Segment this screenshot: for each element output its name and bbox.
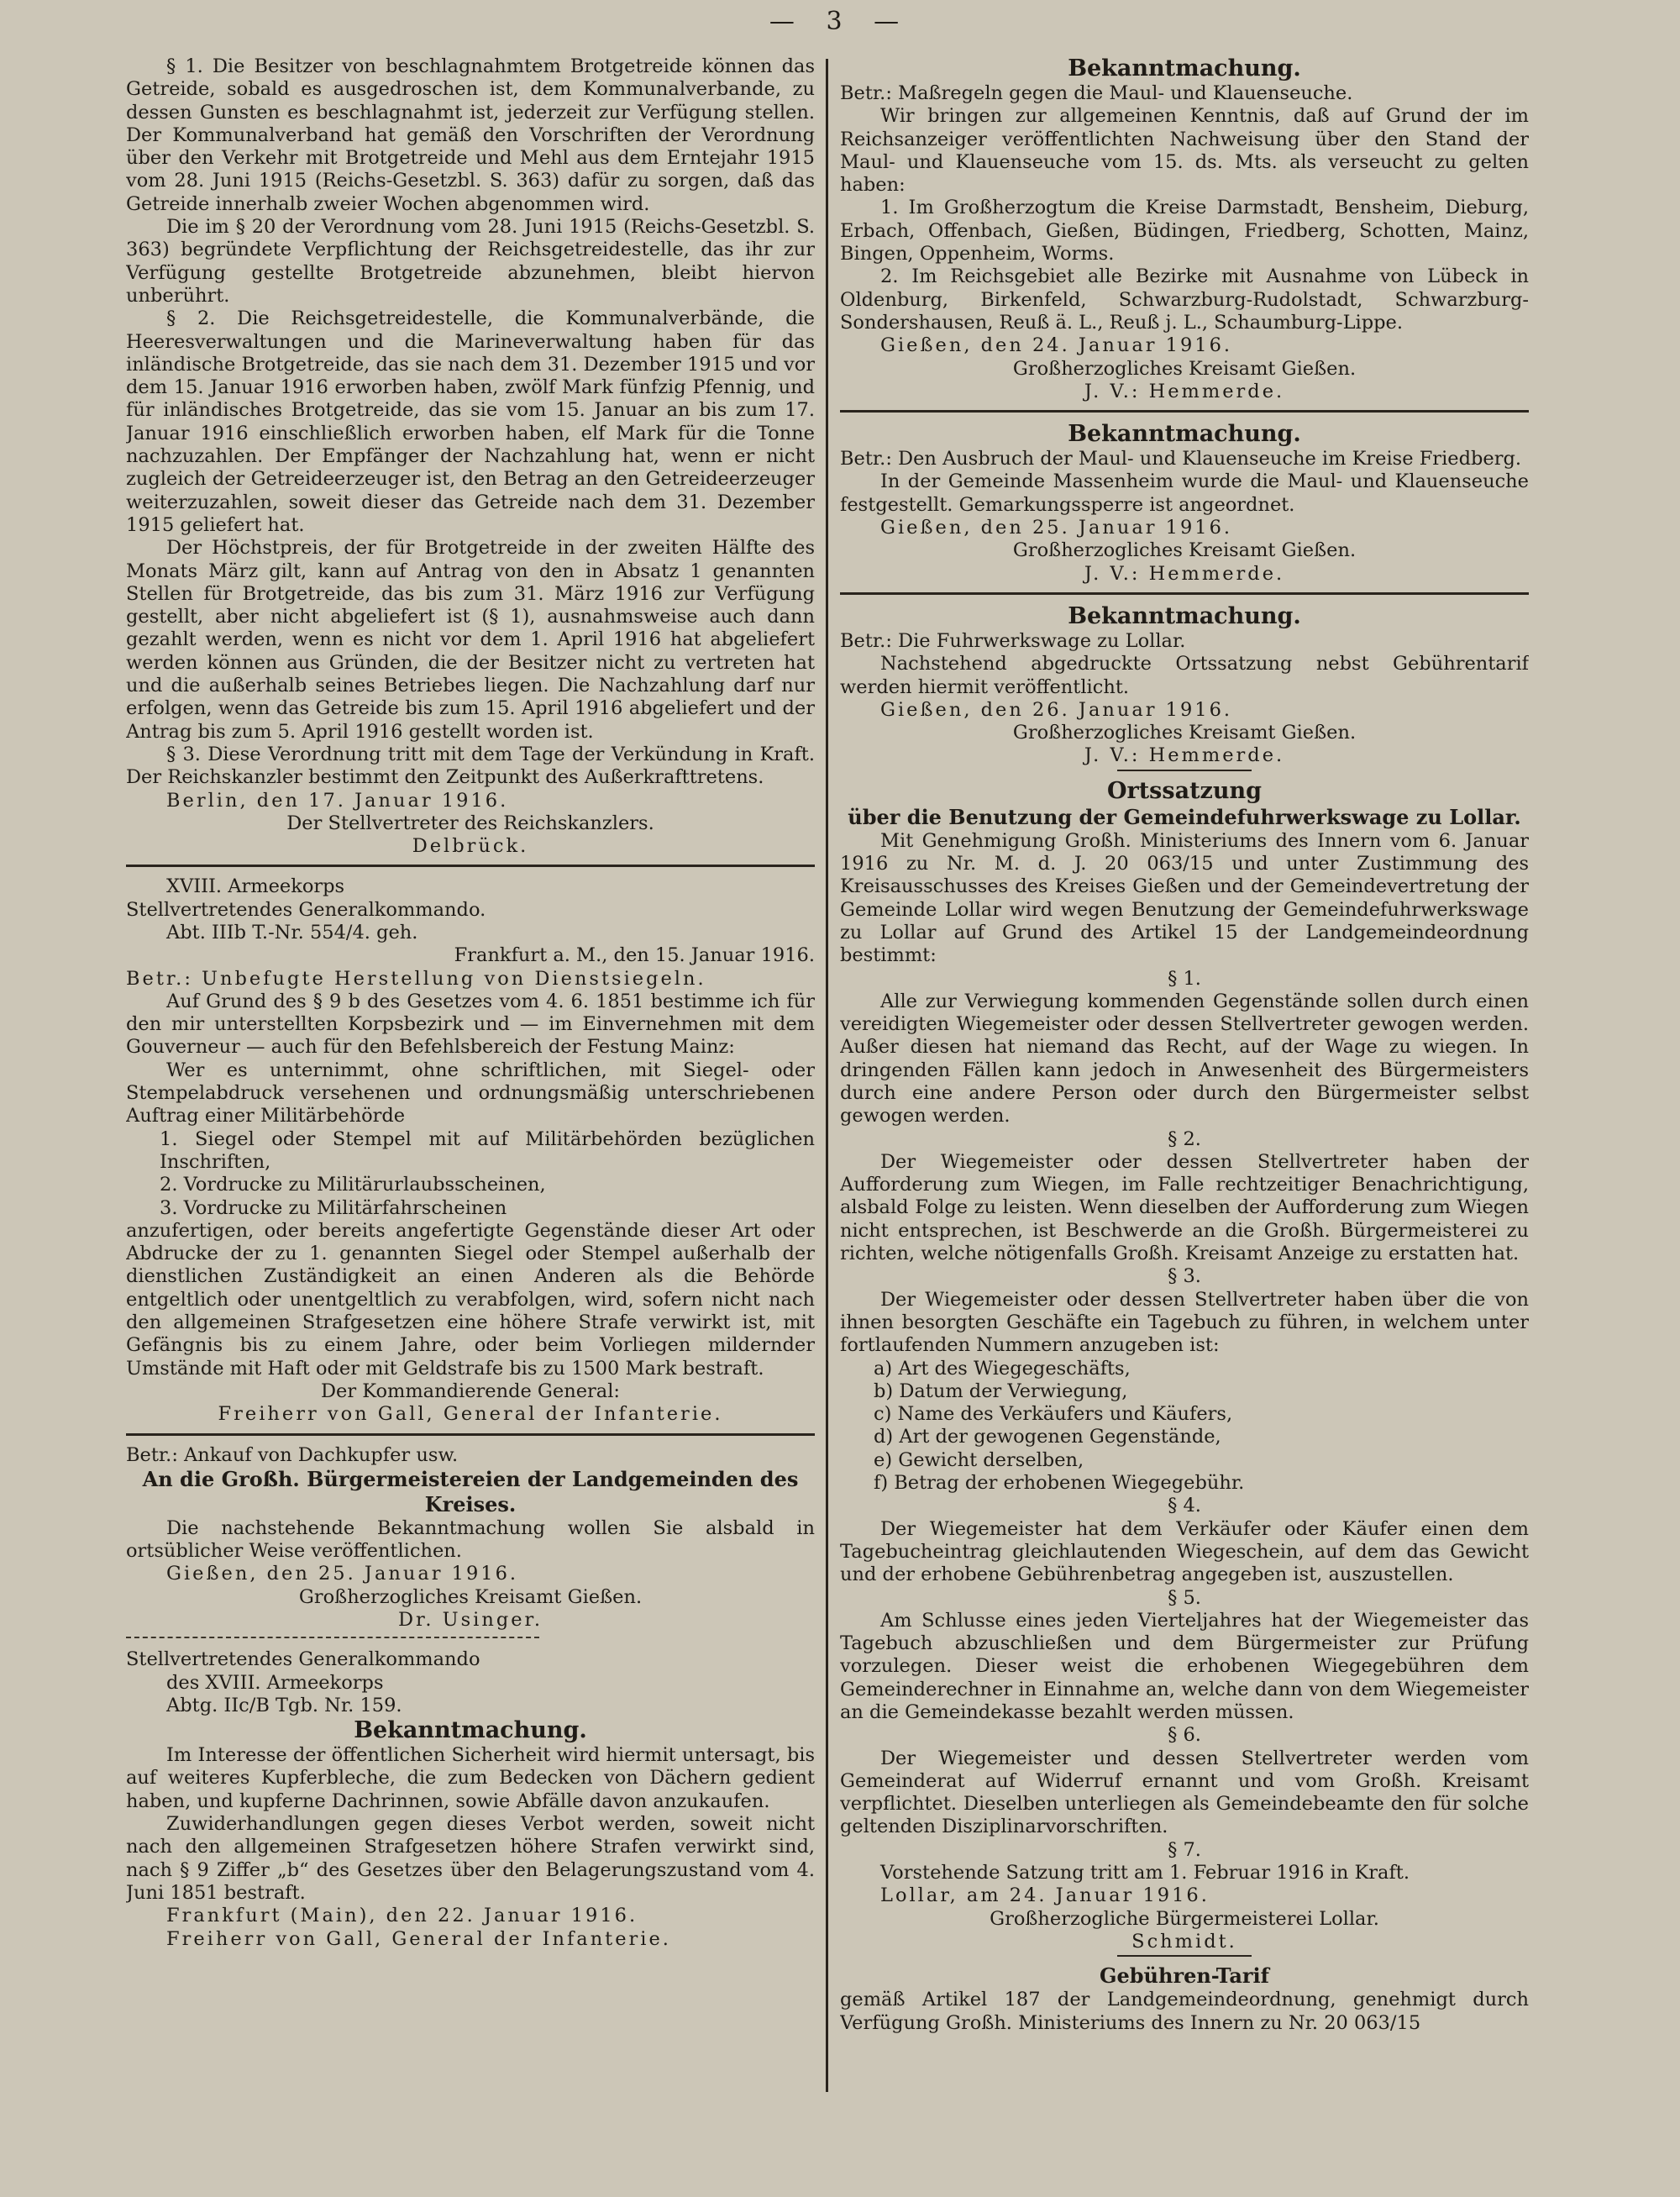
statute-section-2: Der Wiegemeister oder dessen Stellvertreter haben der Aufforderung zum Wiegen, im Falle rechtzeitiger Benachrichtigung, alsbald Folge zu leisten. Wenn dieselben der Aufforderung zum Wiegen nicht entsprechen, ist Beschwerde an die Großh. Bürgermeisterei zu richten, welche nötigenfalls Großh. Kreisamt Anzeige zu erstatten hat. xyxy=(840,1150,1529,1265)
notice-date: Gießen, den 26. Januar 1916. xyxy=(880,698,1233,721)
statute-section-7: Vorstehende Satzung tritt am 1. Februar 1916 in Kraft. xyxy=(880,1862,1410,1884)
notice-heading: Bekanntmachung. xyxy=(1068,55,1301,81)
section-rule xyxy=(840,410,1529,413)
tariff-heading: Gebühren-Tarif xyxy=(1100,1963,1269,1989)
section-number: § 5. xyxy=(1168,1586,1201,1609)
statute-list-item-a: a) Art des Wiegegeschäfts, xyxy=(874,1357,1131,1380)
statute-section-1: Alle zur Verwiegung kommenden Gegenstände sollen durch einen vereidigten Wiegemeister oder dessen Stellvertreter gewogen werden. Außer diesen hat niemand das Recht, auf der Wage zu wiegen. In dringenden Fällen kann jedoch in Anwesenheit des Bürgermeisters durch eine andere Person oder durch den Bürgermeister selbst gewogen werden. xyxy=(840,990,1529,1127)
section-number: § 4. xyxy=(1168,1495,1201,1517)
section-number: § 7. xyxy=(1168,1838,1201,1861)
section-number: § 6. xyxy=(1168,1724,1201,1747)
reference-number: Abtg. IIc/B Tgb. Nr. 159. xyxy=(166,1694,402,1716)
authority-signature: Dr. Usinger. xyxy=(398,1609,543,1631)
statute-heading: Ortssatzung xyxy=(1106,777,1263,804)
notice-paragraph: In der Gemeinde Massenheim wurde die Maul- und Klauenseuche festgestellt. Gemarkungssperre ist angeordnet. xyxy=(840,470,1529,516)
order-list-item-3: 3. Vordrucke zu Militärfahrscheinen xyxy=(160,1196,507,1219)
subject-line: Betr.: Den Ausbruch der Maul- und Klauenseuche im Kreise Friedberg. xyxy=(840,448,1522,470)
left-column xyxy=(126,55,815,1951)
decree-signatory-title: Der Stellvertreter des Reichskanzlers. xyxy=(286,812,654,834)
authority-signature: J. V.: Hemmerde. xyxy=(1084,744,1285,767)
right-column xyxy=(840,55,1529,2035)
section-number: § 1. xyxy=(1168,967,1201,990)
notice-heading: Bekanntmachung. xyxy=(1068,421,1301,448)
authority-name: Großherzogliches Kreisamt Gießen. xyxy=(1012,539,1357,562)
notice-date: Gießen, den 25. Januar 1916. xyxy=(166,1563,519,1585)
order-paragraph-1: Auf Grund des § 9 b des Gesetzes vom 4. 6. 1851 bestimme ich für den mir unterstellten Korpsbezirk und — im Einvernehmen mit dem Gouverneur — auch für den Befehlsbereich der Festung Mainz: xyxy=(126,990,815,1059)
decree-paragraph-3: § 2. Die Reichsgetreidestelle, die Kommunalverbände, die Heeresverwaltungen und die Marineverwaltung haben für das inländische Brotgetreide, das sie nach dem 31. Dezember 1915 und vor dem 15. Januar 1916 erworben haben, zwölf Mark fünfzig Pfennig, und für inländisches Brotgetreide, das sie vom 15. Januar an bis zum 17. Januar 1916 einschließlich erworben haben, elf Mark für die Tonne nachzuzahlen. Der Empfänger der Nachzahlung hat, wenn er nicht zugleich der Getreideerzeuger ist, den Betrag an den Getreideerzeuger weiterzuzahlen, soweit dieser das Getreide nach dem 31. Dezember 1915 geliefert hat. xyxy=(126,307,815,536)
order-paragraph-3: anzufertigen, oder bereits angefertigte Gegenstände dieser Art oder Abdrucke der zu 1. genannten Siegel oder Stempel außerhalb der dienstlichen Zuständigkeit an einen Anderen als die Behörde entgeltlich oder unentgeltlich zu verabfolgen, wird, sofern nicht nach den allgemeinen Strafgesetzen eine höhere Strafe verwirkt ist, mit Gefängnis bis zu einem Jahre, oder beim Vorliegen mildernder Umstände mit Haft oder mit Geldstrafe bis zu 1500 Mark bestraft. xyxy=(126,1219,815,1380)
statute-section-5: Am Schlusse eines jeden Vierteljahres hat der Wiegemeister das Tagebuch abzuschließen und dem Bürgermeister zur Prüfung vorzulegen. Dieser weist die erhobenen Wiegegebühren dem Gemeinderechner in Einnahme an, welche dann von dem Wiegemeister an die Gemeindekasse bezahlt werden müssen. xyxy=(840,1609,1529,1723)
tariff-preamble: gemäß Artikel 187 der Landgemeindeordnung, genehmigt durch Verfügung Großh. Ministeriums des Innern zu Nr. 20 063/15 xyxy=(840,1989,1529,2034)
statute-list-item-f: f) Betrag der erhobenen Wiegegebühr. xyxy=(874,1472,1245,1495)
authority-signature: J. V.: Hemmerde. xyxy=(1084,562,1285,585)
notice-list-item-2: 2. Im Reichsgebiet alle Bezirke mit Ausnahme von Lübeck in Oldenburg, Birkenfeld, Schwarzburg-Rudolstadt, Schwarzburg-Sondershausen, Reuß ä. L., Reuß j. L., Schaumburg-Lippe. xyxy=(840,265,1529,334)
statute-list-item-e: e) Gewicht derselben, xyxy=(874,1448,1084,1471)
decree-paragraph-4: Der Höchstpreis, der für Brotgetreide in der zweiten Hälfte des Monats März gilt, kann auf Antrag von den in Absatz 1 genannten Stellen für Brotgetreide, das bis zum 31. März 1916 zur Verfügung gestellt, aber nicht abgeliefert ist (§ 1), ausnahmsweise auch dann gezahlt werden, wenn es nicht vor dem 1. April 1916 hat abgeliefert werden können aus Gründen, die der Besitzer nicht zu vertreten hat und die außerhalb seines Betriebes liegen. Die Nachzahlung darf nur erfolgen, wenn das Getreide bis zum 15. April 1916 abgeliefert und der Antrag bis zum 5. April 1916 gestellt worden ist. xyxy=(126,537,815,743)
general-title: Der Kommandierende General: xyxy=(321,1380,620,1402)
section-rule xyxy=(840,592,1529,595)
authority-name: Großherzogliches Kreisamt Gießen. xyxy=(298,1585,643,1608)
authority-name: Großherzogliches Kreisamt Gießen. xyxy=(1012,722,1357,744)
dashed-separator xyxy=(126,1637,539,1640)
page-number: — 3 — xyxy=(769,7,911,36)
notice-paragraph: Wir bringen zur allgemeinen Kenntnis, daß auf Grund der im Reichsanzeiger veröffentlichten Nachweisung über den Stand der Maul- und Klauenseuche vom 15. ds. Mts. als verseucht zu gelten haben: xyxy=(840,105,1529,197)
statute-list-item-c: c) Name des Verkäufers und Käufers, xyxy=(874,1403,1233,1426)
notice-paragraph-1: Im Interesse der öffentlichen Sicherheit wird hiermit untersagt, bis auf weiteres Kupferbleche, die zum Bedecken von Dächern gedient haben, und kupferne Dachrinnen, sowie Abfälle davon anzukaufen. xyxy=(126,1744,815,1812)
authority-name: Großherzogliches Kreisamt Gießen. xyxy=(1012,357,1357,380)
notice-date: Gießen, den 25. Januar 1916. xyxy=(880,517,1233,539)
address-heading: An die Großh. Bürgermeistereien der Landgemeinden des Kreises. xyxy=(142,1466,799,1516)
order-paragraph-2: Wer es unternimmt, ohne schriftlichen, mit Siegel- oder Stempelabdruck versehenen und ordnungsmäßig unterschriebenen Auftrag einer Militärbehörde xyxy=(126,1059,815,1127)
section-number: § 3. xyxy=(1168,1265,1201,1288)
army-corps: XVIII. Armeekorps xyxy=(166,875,345,898)
statute-list-item-b: b) Datum der Verwiegung, xyxy=(874,1380,1128,1402)
short-rule xyxy=(1117,1955,1252,1957)
order-list-item-1: 1. Siegel oder Stempel mit auf Militärbehörden bezüglichen Inschriften, xyxy=(160,1127,815,1173)
notice-paragraph: Nachstehend abgedruckte Ortssatzung nebst Gebührentarif werden hiermit veröffentlicht. xyxy=(840,653,1529,698)
statute-preamble: Mit Genehmigung Großh. Ministeriums des Innern vom 6. Januar 1916 zu Nr. M. d. J. 20 063/15 und unter Zustimmung des Kreisausschusses des Kreises Gießen und der Gemeindevertretung der Gemeinde Lollar wird wegen Benutzung der Gemeindefuhrwerkswage zu Lollar auf Grund des Artikel 15 der Landgemeindeordnung bestimmt: xyxy=(840,829,1529,967)
short-rule xyxy=(1117,770,1252,771)
subject-line: Betr.: Ankauf von Dachkupfer usw. xyxy=(126,1443,459,1466)
section-number: § 2. xyxy=(1168,1127,1201,1150)
general-signature: Freiherr von Gall, General der Infanterie. xyxy=(166,1927,671,1950)
army-corps: des XVIII. Armeekorps xyxy=(166,1671,384,1694)
notice-heading: Bekanntmachung. xyxy=(354,1717,587,1744)
general-signature: Freiherr von Gall, General der Infanterie. xyxy=(218,1403,723,1426)
decree-paragraph-2: Die im § 20 der Verordnung vom 28. Juni 1915 (Reichs-Gesetzbl. S. 363) begründete Verpflichtung der Reichsgetreidestelle, das ihr zur Verfügung gestellte Brotgetreide abzunehmen, bleibt hiervon unberührt. xyxy=(126,216,815,307)
statute-section-3: Der Wiegemeister oder dessen Stellvertreter haben über die von ihnen besorgten Geschäfte ein Tagebuch zu führen, in welchem unter fortlaufenden Nummern anzugeben ist: xyxy=(840,1288,1529,1357)
subject-line: Betr.: Maßregeln gegen die Maul- und Klauenseuche. xyxy=(840,82,1353,104)
section-rule xyxy=(126,865,815,867)
notice-date: Gießen, den 24. Januar 1916. xyxy=(880,334,1233,357)
decree-signatory: Delbrück. xyxy=(412,835,529,858)
place-date: Frankfurt a. M., den 15. Januar 1916. xyxy=(454,944,815,967)
statute-subheading: über die Benutzung der Gemeindefuhrwerkswage zu Lollar. xyxy=(848,804,1521,829)
decree-paragraph-1: § 1. Die Besitzer von beschlagnahmtem Brotgetreide können das Getreide, sobald es ausgedroschen ist, dem Kommunalverbande, zu dessen Gunsten es beschlagnahmt ist, jederzeit zur Verfügung stellen. Der Kommunalverband hat gemäß den Vorschriften der Verordnung über den Verkehr mit Brotgetreide und Mehl aus dem Erntejahr 1915 vom 28. Juni 1915 (Reichs-Gesetzbl. S. 363) dafür zu sorgen, daß das Getreide innerhalb zweier Wochen abgenommen wird. xyxy=(126,55,815,215)
decree-paragraph-5: § 3. Diese Verordnung tritt mit dem Tage der Verkündung in Kraft. Der Reichskanzler bestimmt den Zeitpunkt des Außerkrafttretens. xyxy=(126,743,815,789)
command-name: Stellvertretendes Generalkommando xyxy=(126,1648,480,1671)
subject-line: Betr.: Die Fuhrwerkswage zu Lollar. xyxy=(840,629,1186,652)
command-name: Stellvertretendes Generalkommando. xyxy=(126,898,486,921)
authority-signature: Schmidt. xyxy=(1131,1930,1237,1953)
order-list-item-2: 2. Vordrucke zu Militärurlaubsscheinen, xyxy=(160,1174,546,1196)
column-divider xyxy=(826,59,828,2092)
statute-section-6: Der Wiegemeister und dessen Stellvertreter werden vom Gemeinderat auf Widerruf ernannt und vom Großh. Kreisamt verpflichtet. Dieselben unterliegen als Gemeindebeamte den für solche geltenden Disziplinarvorschriften. xyxy=(840,1747,1529,1838)
subject-line: Betr.: Unbefugte Herstellung von Dienstsiegeln. xyxy=(126,967,706,990)
statute-date: Lollar, am 24. Januar 1916. xyxy=(880,1884,1210,1907)
authority-name: Großherzogliche Bürgermeisterei Lollar. xyxy=(990,1907,1379,1930)
instruction-paragraph: Die nachstehende Bekanntmachung wollen Sie alsbald in ortsüblicher Weise veröffentlichen. xyxy=(126,1516,815,1563)
notice-heading: Bekanntmachung. xyxy=(1068,602,1301,629)
notice-paragraph-2: Zuwiderhandlungen gegen dieses Verbot werden, soweit nicht nach den allgemeinen Strafgesetzen höhere Strafen verwirkt sind, nach § 9 Ziffer „b“ des Gesetzes über den Belagerungszustand vom 4. Juni 1851 bestraft. xyxy=(126,1813,815,1904)
statute-section-4: Der Wiegemeister hat dem Verkäufer oder Käufer einen dem Tagebucheintrag gleichlautenden Wiegeschein, auf dem das Gewicht und der erhobene Gebührenbetrag angegeben ist, auszustellen. xyxy=(840,1517,1529,1586)
statute-list-item-d: d) Art der gewogenen Gegenstände, xyxy=(874,1426,1221,1448)
decree-date: Berlin, den 17. Januar 1916. xyxy=(166,789,509,812)
section-rule xyxy=(126,1433,815,1436)
notice-date: Frankfurt (Main), den 22. Januar 1916. xyxy=(166,1905,638,1927)
notice-list-item-1: 1. Im Großherzogtum die Kreise Darmstadt, Bensheim, Dieburg, Erbach, Offenbach, Gießen, Büdingen, Friedberg, Schotten, Mainz, Bingen, Oppenheim, Worms. xyxy=(840,197,1529,265)
reference-number: Abt. IIIb T.-Nr. 554/4. geh. xyxy=(166,921,418,943)
authority-signature: J. V.: Hemmerde. xyxy=(1084,380,1285,402)
